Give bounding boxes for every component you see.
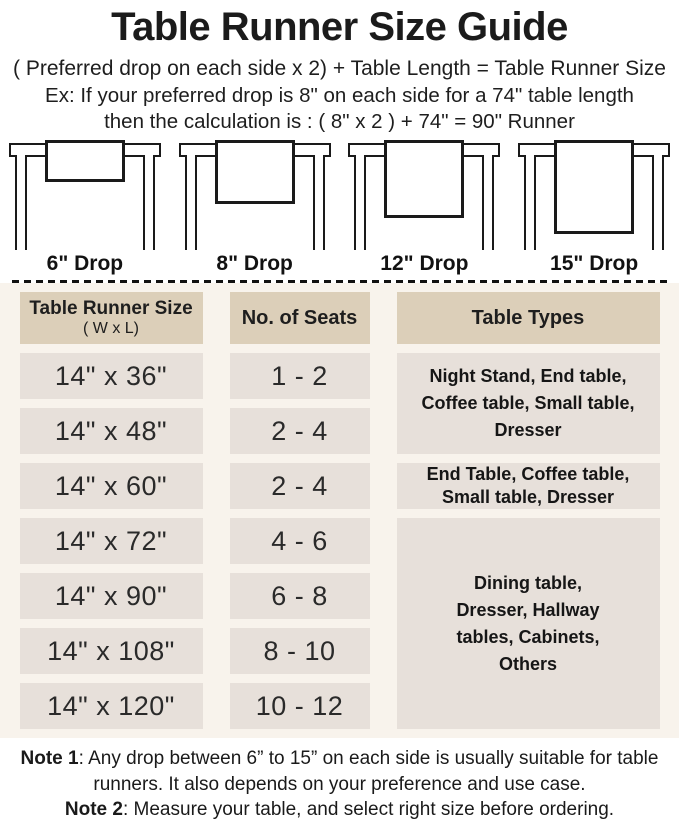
drop-labels-row xyxy=(0,250,679,278)
size-cell: 14" x 120" xyxy=(20,683,203,729)
size-cell: 14" x 36" xyxy=(20,353,203,399)
runner-graphic xyxy=(45,140,125,182)
drop-illustrations xyxy=(0,138,679,250)
seats-cell: 2 - 4 xyxy=(230,408,370,454)
size-cell: 14" x 60" xyxy=(20,463,203,509)
formula-text: ( Preferred drop on each side x 2) + Table Length = Table Runner Size xyxy=(13,57,666,80)
size-table-section xyxy=(0,283,679,738)
drop-label-6: 6" Drop xyxy=(46,252,124,275)
seats-cell: 6 - 8 xyxy=(230,573,370,619)
seats-cell: 8 - 10 xyxy=(230,628,370,674)
table-leg-left xyxy=(354,155,366,250)
column-header-seats: No. of Seats xyxy=(230,292,370,344)
table-leg-left xyxy=(15,155,27,250)
table-leg-right xyxy=(652,155,664,250)
size-cell: 14" x 108" xyxy=(20,628,203,674)
table-leg-left xyxy=(185,155,197,250)
column-header-size: Table Runner Size ( W x L) xyxy=(20,292,203,344)
drop-label-8: 8" Drop xyxy=(216,252,293,275)
size-cell: 14" x 90" xyxy=(20,573,203,619)
guide-header xyxy=(0,0,679,134)
table-leg-left xyxy=(524,155,536,250)
table-types-group-1: Night Stand, End table, Coffee table, Small table, Dresser xyxy=(397,353,660,454)
example-line-1: Ex: If your preferred drop is 8" on each side for a 74" table length xyxy=(45,84,634,107)
note-1: Note 1: Any drop between 6” to 15” on each side is usually suitable for table runners. It also depends on your preference and use case. xyxy=(20,748,659,795)
size-table-grid xyxy=(20,292,660,729)
seats-cell: 4 - 6 xyxy=(230,518,370,564)
seats-cell: 10 - 12 xyxy=(230,683,370,729)
illustration-12-drop xyxy=(340,138,510,250)
drop-label-15: 15" Drop xyxy=(550,252,639,275)
footnotes xyxy=(0,738,679,823)
note-2: Note 2: Measure your table, and select right size before ordering. xyxy=(64,799,615,820)
table-types-group-3: Dining table, Dresser, Hallway tables, Cabinets, Others xyxy=(397,518,660,729)
size-cell: 14" x 72" xyxy=(20,518,203,564)
runner-graphic xyxy=(215,140,295,204)
example-line-2: then the calculation is : ( 8" x 2 ) + 74" = 90" Runner xyxy=(104,110,575,133)
runner-graphic xyxy=(384,140,464,218)
runner-graphic xyxy=(554,140,634,234)
illustration-8-drop xyxy=(170,138,340,250)
table-leg-right xyxy=(482,155,494,250)
table-leg-right xyxy=(143,155,155,250)
seats-cell: 1 - 2 xyxy=(230,353,370,399)
illustration-6-drop xyxy=(0,138,170,250)
illustration-15-drop xyxy=(509,138,679,250)
seats-cell: 2 - 4 xyxy=(230,463,370,509)
table-leg-right xyxy=(313,155,325,250)
column-header-types: Table Types xyxy=(397,292,660,344)
table-types-group-2: End Table, Coffee table, Small table, Dresser xyxy=(397,463,660,509)
size-cell: 14" x 48" xyxy=(20,408,203,454)
page-title: Table Runner Size Guide xyxy=(111,5,568,49)
drop-label-12: 12" Drop xyxy=(380,252,469,275)
